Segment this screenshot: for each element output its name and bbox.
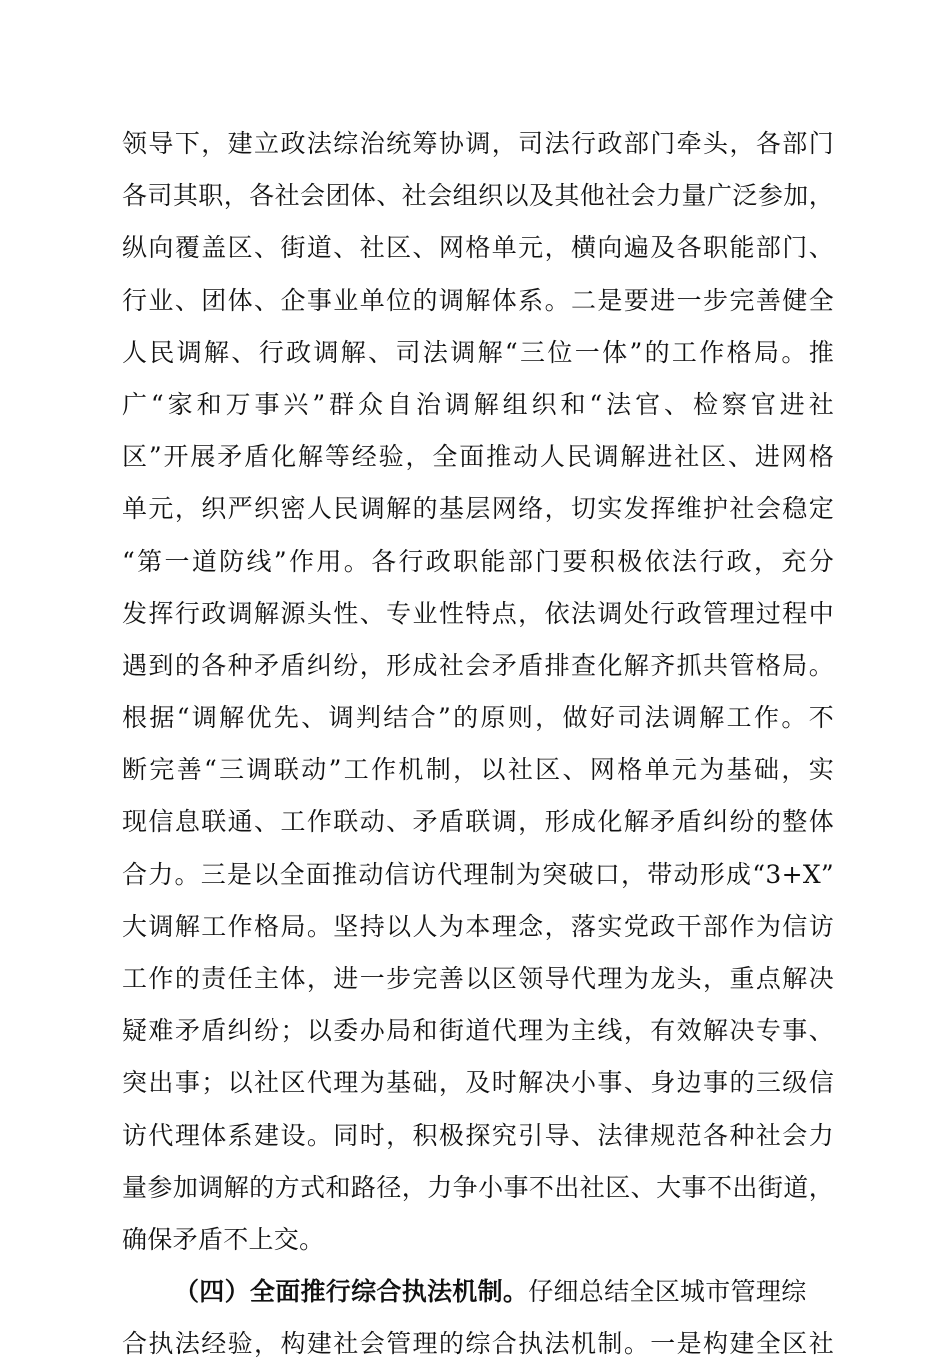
paragraph-line: 各司其职，各社会团体、社会组织以及其他社会力量广泛参加， [122,181,834,211]
paragraph-line: 广“家和万事兴”群众自治调解组织和“法官、检察官进社 [122,389,834,419]
paragraph-line: 人民调解、行政调解、司法调解“三位一体”的工作格局。推 [122,337,834,367]
paragraph-line: 量参加调解的方式和路径，力争小事不出社区、大事不出街道， [122,1172,834,1202]
paragraph-line: 断完善“三调联动”工作机制，以社区、网格单元为基础，实 [122,755,834,785]
paragraph-line: 行业、团体、企事业单位的调解体系。二是要进一步完善健全 [122,285,834,315]
paragraph-line: 区”开展矛盾化解等经验，全面推动人民调解进社区、进网格 [122,442,834,472]
paragraph-line: 疑难矛盾纠纷；以委办局和街道代理为主线，有效解决专事、 [122,1016,834,1046]
paragraph-last-line: 确保矛盾不上交。 [122,1224,325,1254]
paragraph-line: 工作的责任主体，进一步完善以区领导代理为龙头，重点解决 [122,964,834,993]
paragraph-line: 根据“调解优先、调判结合”的原则，做好司法调解工作。不 [122,703,834,733]
paragraph-line: 遇到的各种矛盾纠纷，形成社会矛盾排查化解齐抓共管格局。 [122,650,834,680]
section-heading-continuation: 仔细总结全区城市管理综 [528,1277,807,1307]
paragraph-line: 访代理体系建设。同时，积极探究引导、法律规范各种社会力 [122,1120,834,1150]
document-body [122,118,834,1371]
paragraph-line: 单元，织严织密人民调解的基层网络，切实发挥维护社会稳定 [122,494,834,524]
section-heading-line [122,1266,834,1318]
section-heading: （四）全面推行综合执法机制。 [174,1277,529,1307]
paragraph-line: 合力。三是以全面推动信访代理制为突破口，带动形成“3+X” [122,859,834,889]
paragraph-line: 合执法经验，构建社会管理的综合执法机制。一是构建全区社 [122,1329,834,1359]
paragraph-line: 发挥行政调解源头性、专业性特点，依法调处行政管理过程中 [122,598,834,628]
paragraph-line: 现信息联通、工作联动、矛盾联调，形成化解矛盾纠纷的整体 [122,807,834,837]
paragraph-line: 大调解工作格局。坚持以人为本理念，落实党政干部作为信访 [122,911,834,941]
paragraph-line: 领导下，建立政法综治统筹协调，司法行政部门牵头，各部门 [122,129,834,158]
paragraph-line: 纵向覆盖区、街道、社区、网格单元，横向遍及各职能部门、 [122,233,834,263]
paragraph-line: 突出事；以社区代理为基础，及时解决小事、身边事的三级信 [122,1068,834,1098]
paragraph-line: “第一道防线”作用。各行政职能部门要积极依法行政，充分 [122,546,834,576]
